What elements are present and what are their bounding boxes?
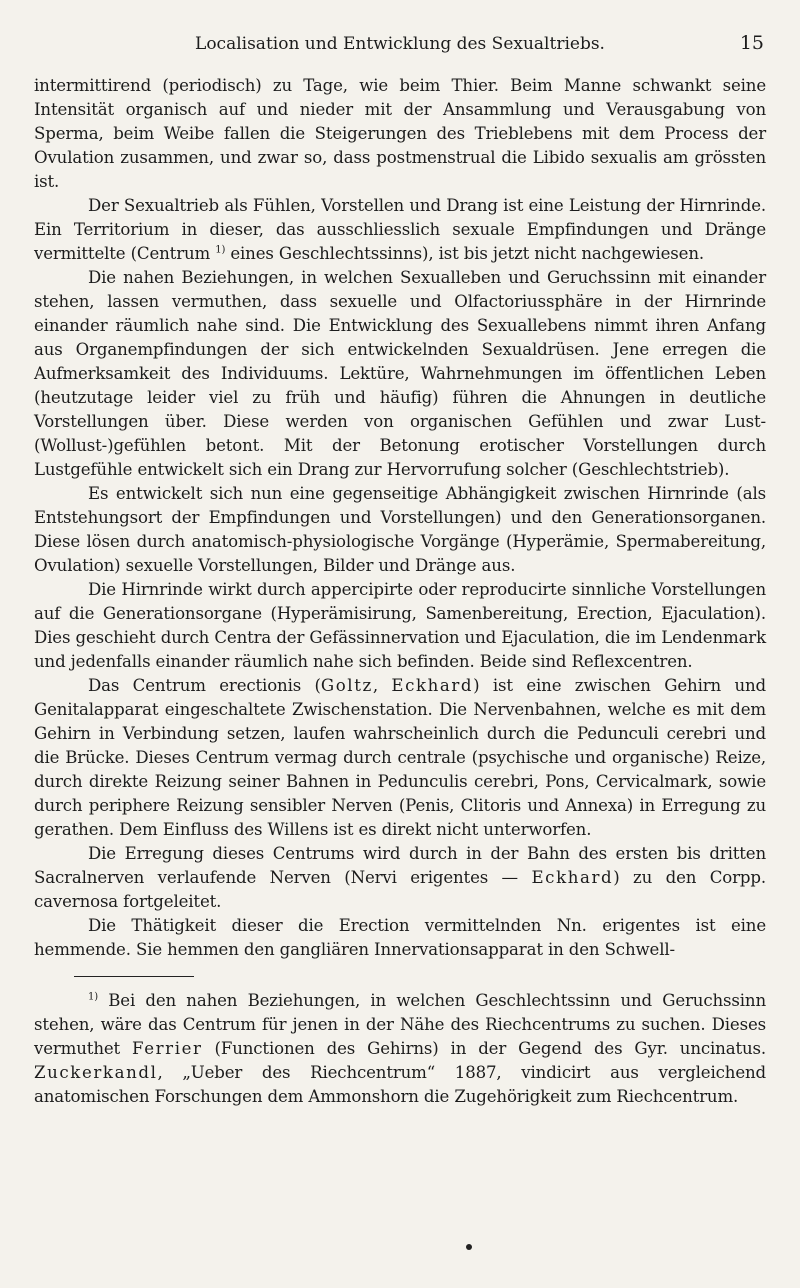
author-name-eckhard: Eckhard bbox=[531, 868, 614, 887]
footnote-text: Bei den nahen Beziehungen, in welchen Geschlechtssinn und Geruchssinn stehen, wäre das Centrum für jenen in der Nähe des Riechcentrums zu suchen. Dieses vermuthet bbox=[34, 991, 766, 1058]
paragraph-hirnrinde-wirkung: Die Hirnrinde wirkt durch appercipirte oder reproducirte sinnliche Vorstellungen auf die Generationsorgane (Hyperämisirung, Samenbereitung, Erection, Ejaculation). Dies geschieht durch Centra der Gefässinnervation und Ejaculation, die im Lendenmark und jedenfalls einander räumlich nahe sich befinden. Beide sind Reflexcentren. bbox=[34, 580, 766, 671]
footnote-text: (Functionen des Gehirns) in der Gegend des Gyr. uncinatus. bbox=[202, 1039, 766, 1058]
running-head bbox=[34, 26, 766, 66]
paragraph-centrum-erectionis bbox=[34, 674, 766, 842]
page-number: 15 bbox=[739, 32, 764, 54]
running-title: Localisation und Entwicklung des Sexualtriebs. bbox=[195, 34, 605, 54]
footnote bbox=[34, 989, 766, 1109]
footnote-marker: 1) bbox=[88, 991, 98, 1003]
paragraph-sexualtrieb-hirnrinde bbox=[34, 194, 766, 266]
paragraph-text: ) zu den Corpp. cavernosa fortgeleitet. bbox=[34, 868, 767, 911]
footnote-text: , „Ueber des Riechcentrum“ 1887, vindicirt aus vergleichend anatomischen Forschungen dem Ammonshorn die Zugehörigkeit zum Riechcentrum. bbox=[34, 1063, 766, 1106]
signature-dot bbox=[466, 1244, 472, 1250]
paragraph-text: Der Sexualtrieb als Fühlen, Vorstellen und Drang ist eine Leistung der Hirnrinde. Ein Territorium in dieser, das ausschliesslich sexuale Empfindungen und Dränge vermittelte (Centrum bbox=[34, 196, 766, 263]
paragraph-geruchssinn: Die nahen Beziehungen, in welchen Sexualleben und Geruchssinn mit einander stehen, lassen vermuthen, dass sexuelle und Olfactoriussphäre in der Hirnrinde einander räumlich nahe sind. Die Entwicklung des Sexuallebens nimmt ihren Anfang aus Organempfindungen der sich entwickelnden Sexualdrüsen. Jene erregen die Aufmerksamkeit des Individuums. Lektüre, Wahrnehmungen im öffentlichen Leben (heutzutage leider viel zu früh und häufig) führen die Ahnungen in deutliche Vorstellungen über. Diese werden von organischen Gefühlen und zwar Lust-(Wollust-)gefühlen betont. Mit der Betonung erotischer Vorstellungen durch Lustgefühle entwickelt sich ein Drang zur Hervorrufung solcher (Geschlechtstrieb). bbox=[34, 268, 766, 479]
footnote-divider bbox=[74, 976, 194, 977]
paragraph-continuation: intermittirend (periodisch) zu Tage, wie beim Thier. Beim Manne schwankt seine Intensität organisch auf und nieder mit der Ansammlung und Verausgabung von Sperma, beim Weibe fallen die Steigerungen des Trieblebens mit dem Process der Ovulation zusammen, und zwar so, dass postmenstrual die Libido sexualis am grössten ist. bbox=[34, 76, 766, 191]
paragraph-abhaengigkeit: Es entwickelt sich nun eine gegenseitige Abhängigkeit zwischen Hirnrinde (als Entstehungsort der Empfindungen und Vorstellungen) und den Generationsorganen. Diese lösen durch anatomisch-physiologische Vorgänge (Hyperämie, Spermabereitung, Ovulation) sexuelle Vorstellungen, Bilder und Dränge aus. bbox=[34, 484, 766, 575]
main-text bbox=[34, 74, 766, 962]
author-name-eckhard: Eckhard bbox=[391, 676, 474, 695]
footnote-reference: 1) bbox=[215, 244, 226, 256]
author-name-ferrier: Ferrier bbox=[132, 1039, 203, 1058]
paragraph-text: , bbox=[372, 676, 392, 695]
paragraph-text: Das Centrum erectionis ( bbox=[88, 676, 321, 695]
footnotes bbox=[34, 989, 766, 1109]
paragraph-nervi-erigentes: Die Thätigkeit dieser die Erection vermittelnden Nn. erigentes ist eine hemmende. Sie hemmen den gangliären Innervationsapparat in den Schwell- bbox=[34, 916, 766, 959]
author-name-zuckerkandl: Zuckerkandl bbox=[34, 1063, 158, 1082]
paragraph-text: Die Erregung dieses Centrums wird durch in der Bahn des ersten bis dritten Sacralnerven verlaufende Nerven (Nervi erigentes — bbox=[34, 844, 766, 887]
paragraph-text: ) ist eine zwischen Gehirn und Genitalapparat eingeschaltete Zwischenstation. Die Nervenbahnen, welche es mit dem Gehirn in Verbindung setzen, laufen wahrscheinlich durch die Pedunculi cerebri und die Brücke. Dieses Centrum vermag durch centrale (psychische und organische) Reize, durch direkte Reizung seiner Bahnen in Pedunculis cerebri, Pons, Cervicalmark, sowie durch periphere Reizung sensibler Nerven (Penis, Clitoris und Annexa) in Erregung zu gerathen. Dem Einfluss des Willens ist es direkt nicht unterworfen. bbox=[34, 676, 767, 839]
author-name-goltz: Goltz bbox=[320, 676, 373, 695]
paragraph-erregung bbox=[34, 842, 766, 914]
paragraph-text: eines Geschlechtssinns), ist bis jetzt nicht nachgewiesen. bbox=[225, 244, 705, 263]
